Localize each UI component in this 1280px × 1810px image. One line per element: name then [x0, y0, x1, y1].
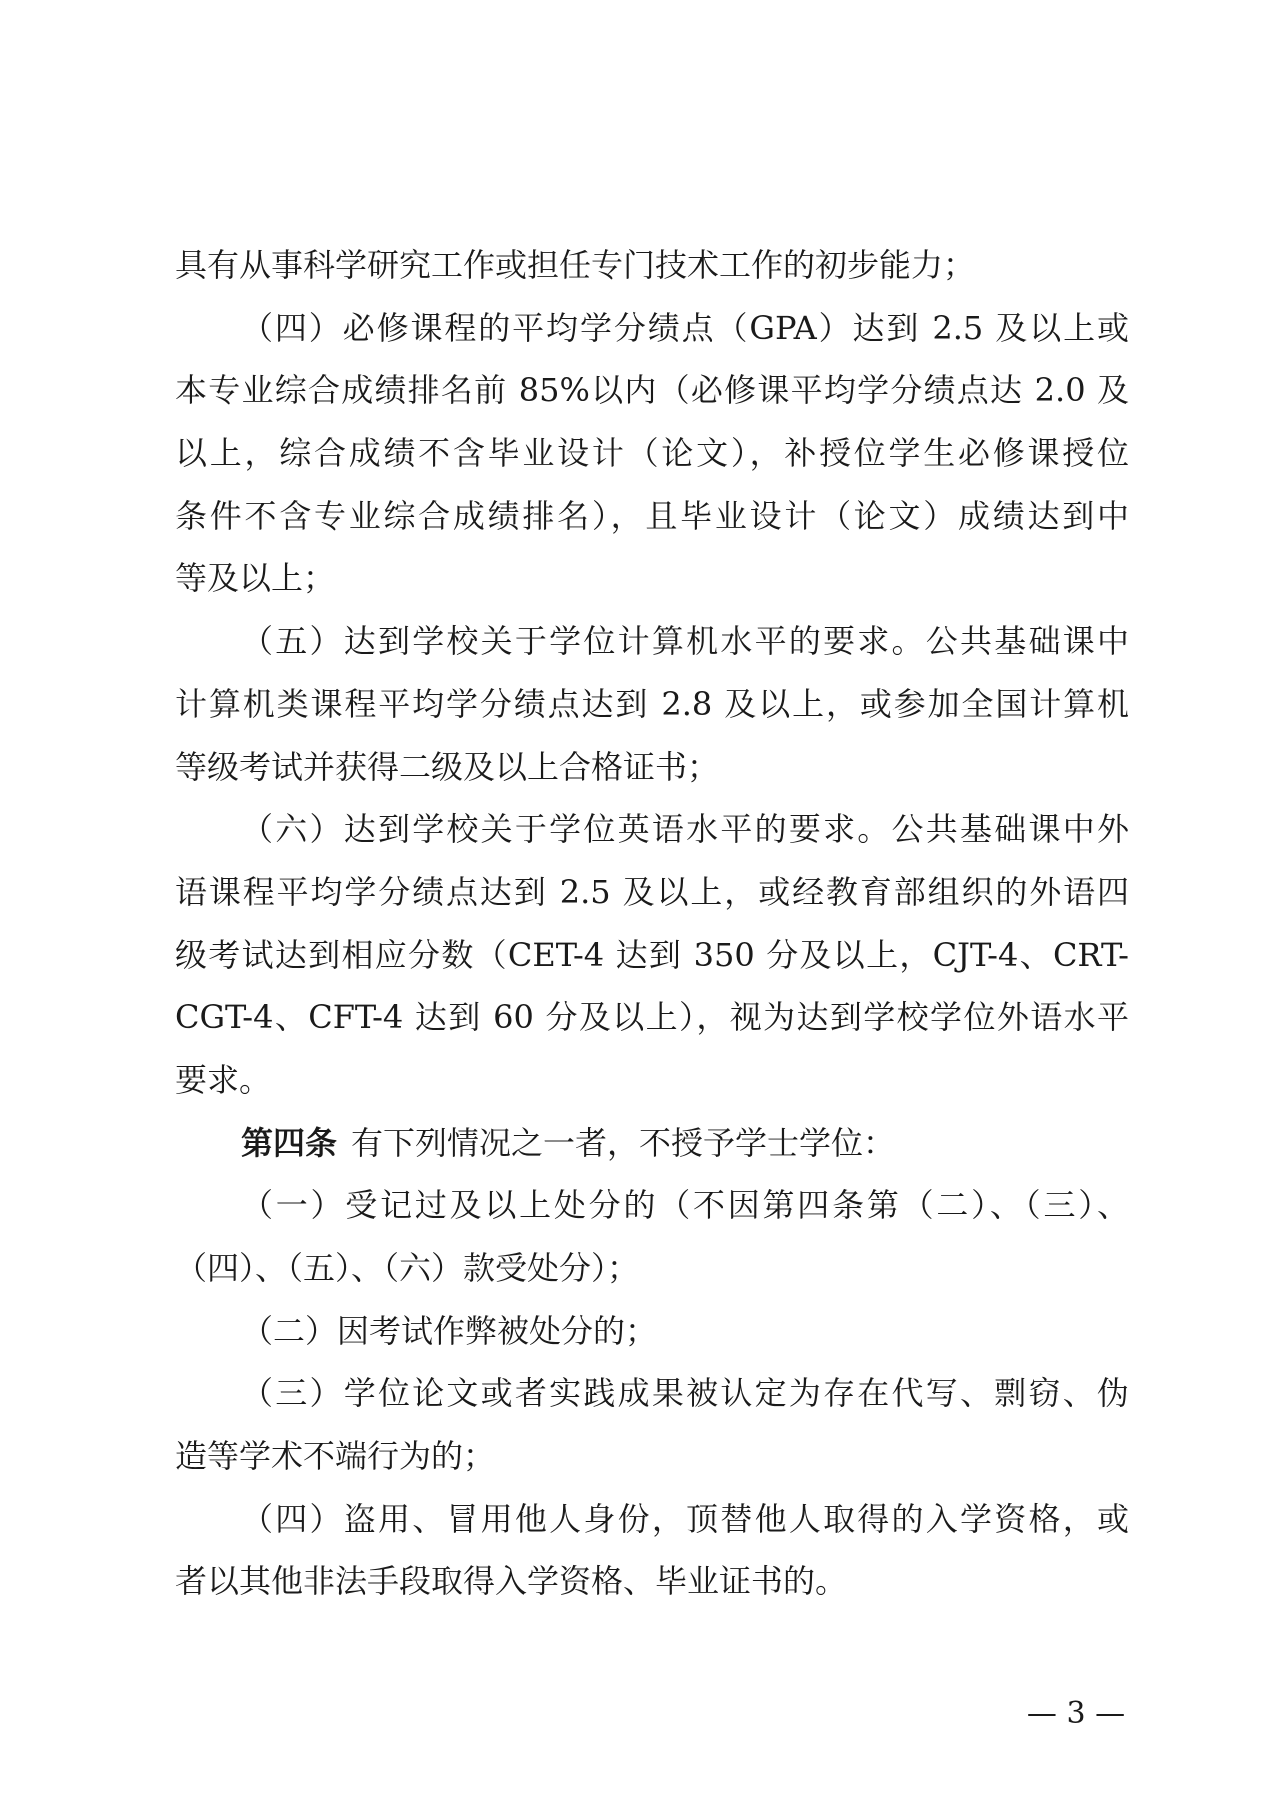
text-line: 等级考试并获得二级及以上合格证书； [175, 747, 720, 786]
text-line: （四）盗用、冒用他人身份，顶替他人取得的入学资格，或 [241, 1499, 1129, 1538]
article-line [175, 1112, 1129, 1175]
text-line: （四）必修课程的平均学分绩点（GPA）达到 2.5 及以上或 [241, 308, 1129, 347]
text-line: （三）学位论文或者实践成果被认定为存在代写、剽窃、伪 [241, 1374, 1129, 1413]
document-body [175, 234, 1129, 1613]
text-line: （一）受记过及以上处分的（不因第四条第（二）、（三）、 [241, 1186, 1129, 1225]
text-line: （六）达到学校关于学位英语水平的要求。公共基础课中外 [241, 810, 1129, 849]
text-line: 级考试达到相应分数（CET-4 达到 350 分及以上，CJT-4、CRT- [175, 935, 1129, 974]
text-line: 本专业综合成绩排名前 85%以内（必修课平均学分绩点达 2.0 及 [175, 371, 1129, 410]
text-line: 语课程平均学分绩点达到 2.5 及以上，或经教育部组织的外语四 [175, 872, 1129, 911]
text-line: 具有从事科学研究工作或担任专门技术工作的初步能力； [175, 246, 976, 284]
text-line: 等及以上； [175, 559, 336, 598]
page-number: — 3 — [1026, 1696, 1126, 1731]
text-line: （四）、（五）、（六）款受处分）； [175, 1249, 640, 1287]
text-line: CGT-4、CFT-4 达到 60 分及以上），视为达到学校学位外语水平 [175, 998, 1129, 1037]
text-line: 者以其他非法手段取得入学资格、毕业证书的。 [175, 1562, 848, 1601]
article-heading: 第四条 [241, 1123, 338, 1162]
text-line: （五）达到学校关于学位计算机水平的要求。公共基础课中 [241, 622, 1129, 661]
text-line: 条件不含专业综合成绩排名），且毕业设计（论文）成绩达到中 [175, 496, 1129, 535]
text-line: 造等学术不端行为的； [175, 1437, 496, 1476]
text-line: 计算机类课程平均学分绩点达到 2.8 及以上，或参加全国计算机 [175, 684, 1129, 723]
text-line: 要求。 [175, 1060, 272, 1099]
text-line: （二）因考试作弊被处分的； [241, 1311, 658, 1350]
text-line: 以上，综合成绩不含毕业设计（论文），补授位学生必修课授位 [175, 434, 1129, 473]
article-text: 有下列情况之一者，不授予学士学位： [351, 1123, 896, 1162]
